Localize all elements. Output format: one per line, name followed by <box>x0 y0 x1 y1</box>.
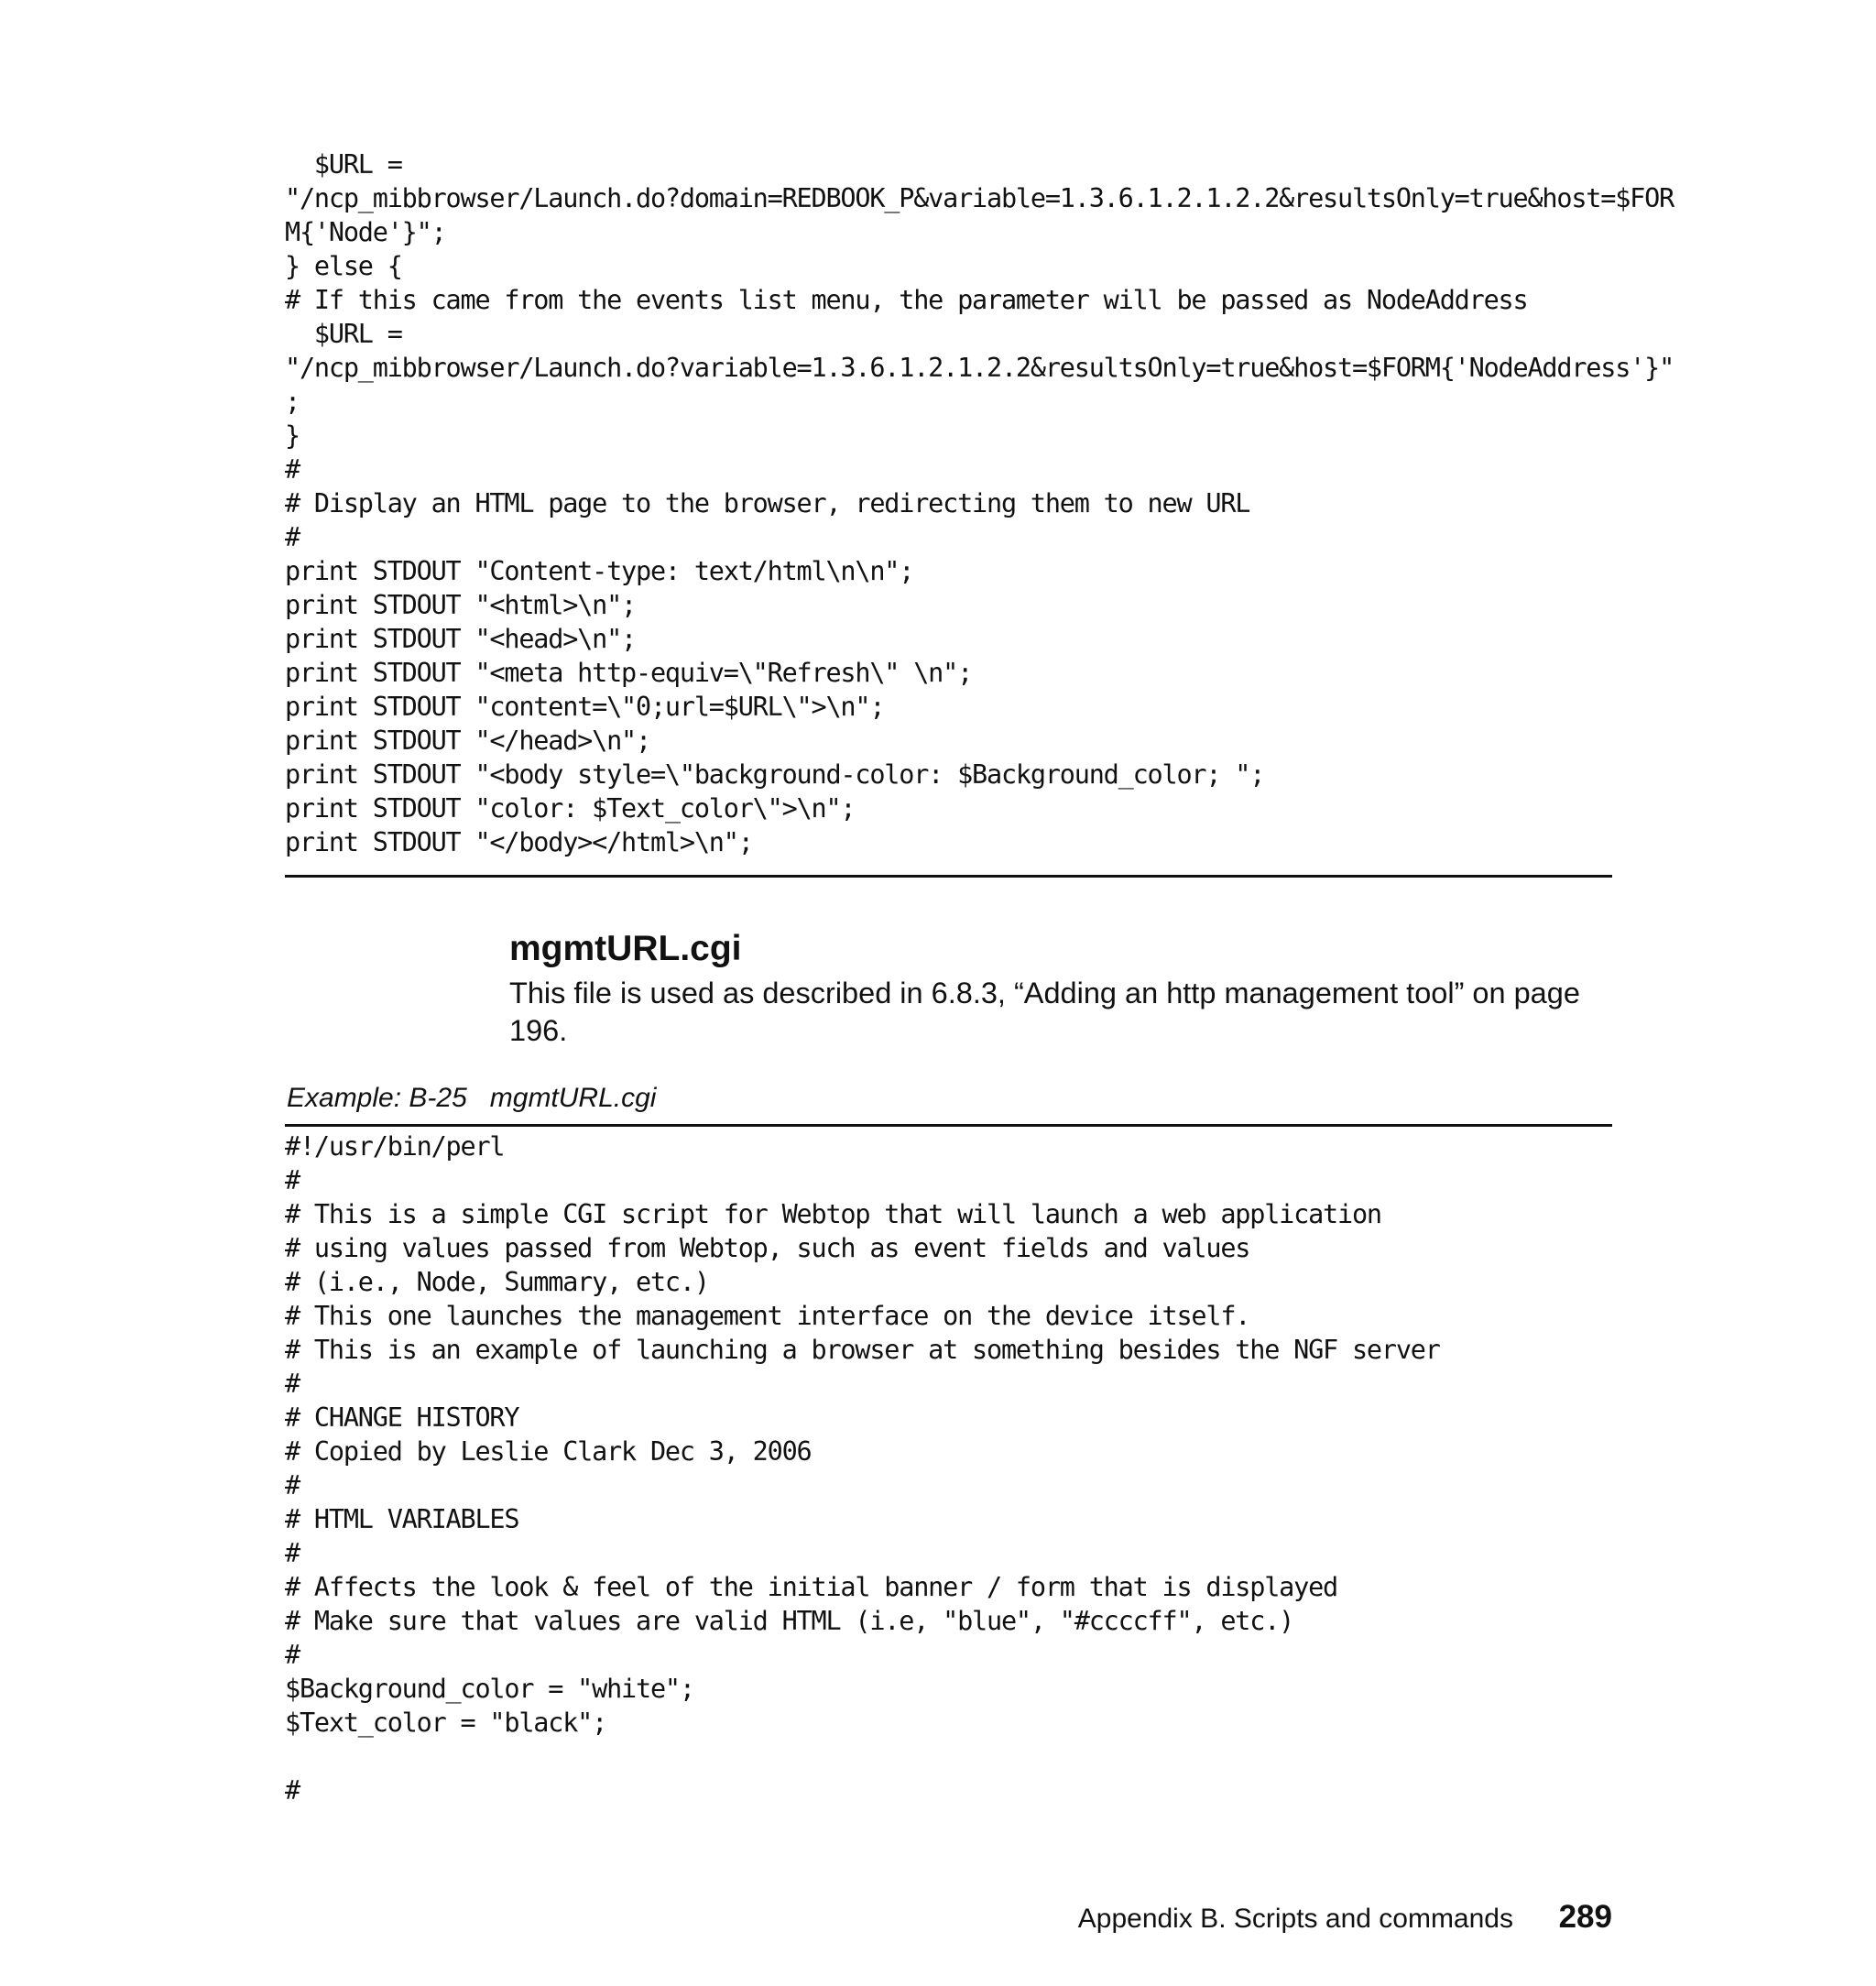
code-line: print STDOUT "color: $Text_color\">\n"; <box>285 793 856 824</box>
example-divider-rule <box>285 1124 1612 1127</box>
section-title: mgmtURL.cgi <box>509 929 742 968</box>
code-line: "/ncp_mibbrowser/Launch.do?variable=1.3.6.1.2.1.2.2&resultsOnly=true&host=$FORM{'NodeAddress'}" <box>285 353 1674 383</box>
code-line <box>285 1740 1440 1773</box>
code-line: # HTML VARIABLES <box>285 1504 519 1534</box>
code-block-bottom <box>285 1129 1440 1807</box>
code-line: # <box>285 1775 300 1806</box>
code-line: $Text_color = "black"; <box>285 1708 607 1738</box>
code-divider-rule <box>285 875 1612 878</box>
code-line: print STDOUT "</body></html>\n"; <box>285 827 753 857</box>
code-line: print STDOUT "Content-type: text/html\n\n"; <box>285 556 914 586</box>
code-line: # Affects the look & feel of the initial banner / form that is displayed <box>285 1572 1338 1602</box>
code-line: "/ncp_mibbrowser/Launch.do?domain=REDBOOK_P&variable=1.3.6.1.2.1.2.2&resultsOnly=true&host=$FOR <box>285 183 1674 213</box>
code-line: # Make sure that values are valid HTML (i.e, "blue", "#ccccff", etc.) <box>285 1606 1294 1636</box>
code-line: M{'Node'}"; <box>285 217 446 247</box>
code-line: # (i.e., Node, Summary, etc.) <box>285 1267 709 1297</box>
code-line: # This one launches the management interface on the device itself. <box>285 1301 1250 1331</box>
code-block-top <box>285 147 1674 859</box>
footer-chapter-title: Appendix B. Scripts and commands <box>1077 1904 1513 1934</box>
code-line: # <box>285 454 300 485</box>
code-line: # <box>285 1165 300 1195</box>
code-line: $URL = <box>285 319 402 349</box>
code-line: } <box>285 420 300 451</box>
code-line: print STDOUT "content=\"0;url=$URL\">\n"; <box>285 692 885 722</box>
code-line: # This is an example of launching a browser at something besides the NGF server <box>285 1335 1440 1365</box>
code-line: #!/usr/bin/perl <box>285 1131 505 1162</box>
code-line: # <box>285 1538 300 1568</box>
code-line: print STDOUT "<meta http-equiv=\"Refresh\" \n"; <box>285 658 973 688</box>
code-line: # Copied by Leslie Clark Dec 3, 2006 <box>285 1436 812 1467</box>
code-line: ; <box>285 387 300 417</box>
code-line: # If this came from the events list menu, the parameter will be passed as NodeAddress <box>285 285 1528 315</box>
code-line: print STDOUT "<body style=\"background-color: $Background_color; "; <box>285 759 1265 790</box>
code-line: print STDOUT "<head>\n"; <box>285 624 637 654</box>
code-line: print STDOUT "<html>\n"; <box>285 590 637 620</box>
page-number: 289 <box>1558 1899 1612 1935</box>
code-line: # Display an HTML page to the browser, redirecting them to new URL <box>285 488 1250 518</box>
code-line: $Background_color = "white"; <box>285 1674 694 1704</box>
section-description: This file is used as described in 6.8.3, “Adding an http management tool” on page 196. <box>509 977 1580 1047</box>
code-line: # <box>285 1369 300 1399</box>
code-line: print STDOUT "</head>\n"; <box>285 726 650 756</box>
code-line: # <box>285 1640 300 1670</box>
code-line: # using values passed from Webtop, such as event fields and values <box>285 1233 1250 1263</box>
code-line: $URL = <box>285 149 402 180</box>
code-line: # <box>285 522 300 552</box>
code-line: # <box>285 1470 300 1500</box>
code-line: } else { <box>285 251 402 281</box>
code-line: # CHANGE HISTORY <box>285 1402 519 1433</box>
code-line: # This is a simple CGI script for Webtop that will launch a web application <box>285 1199 1381 1229</box>
example-caption: Example: B-25 mgmtURL.cgi <box>287 1083 657 1113</box>
